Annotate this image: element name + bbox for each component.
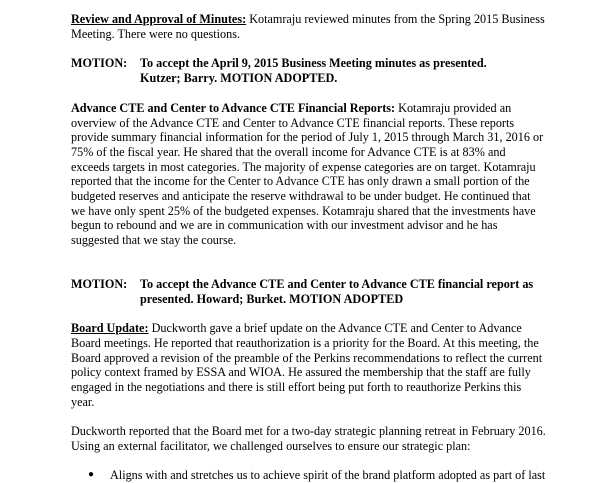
minutes-heading: Review and Approval of Minutes:	[71, 12, 247, 26]
motion-1	[71, 56, 560, 85]
board-update-section	[71, 321, 560, 409]
board-text-line: year.	[71, 394, 95, 409]
retreat-text-line: Using an external facilitator, we challenged ourselves to ensure our strategic plan:	[71, 439, 471, 454]
board-text-line: Board approved a revision of the preamble of the Perkins recommendations to reflect the current	[71, 350, 543, 365]
financial-text-line: Kotamraju provided an	[395, 100, 512, 115]
board-text-line: policy context framed by ESSA and WIOA. He assured the membership that the staff are fully	[71, 365, 531, 380]
motion-2	[71, 277, 560, 306]
motion-text-line: presented. Howard; Burket. MOTION ADOPTED	[140, 291, 404, 306]
financial-text-line: suggested that we stay the course.	[71, 233, 237, 248]
financial-text-line: we have only spent 25% of the budgeted expenses. Kotamraju shared that the investments have	[71, 203, 536, 218]
minutes-text-line: Kotamraju reviewed minutes from the Spring 2015 Business	[246, 12, 545, 26]
motion-label: MOTION:	[71, 276, 128, 291]
retreat-text-line: Duckworth reported that the Board met for a two-day strategic planning retreat in February 2016.	[71, 424, 546, 439]
board-text-line: Board meetings. He reported that reauthorization is a priority for the Board. At this meeting, the	[71, 335, 539, 350]
motion-text-line: Kutzer; Barry. MOTION ADOPTED.	[140, 71, 338, 86]
minutes-section	[71, 12, 560, 41]
motion-label: MOTION:	[71, 56, 128, 71]
financial-text-line: exceeds targets in most categories. The majority of expense categories are on target. Kotamraju	[71, 159, 536, 174]
board-update-heading: Board Update:	[71, 321, 149, 336]
board-text-line: Duckworth gave a brief update on the Advance CTE and Center to Advance	[148, 321, 522, 336]
financial-text-line: budgeted reserves and anticipate the reserve withdrawal to be under budget. He continued that	[71, 189, 531, 204]
financial-text-line: begun to rebound and we are in communication with our investment advisor and he has	[71, 218, 498, 233]
financial-text-line: overview of the Advance CTE and Center to Advance CTE financial reports. These reports	[71, 115, 515, 130]
bullet-icon: ●	[88, 468, 95, 480]
motion-text-line: To accept the April 9, 2015 Business Meeting minutes as presented.	[140, 56, 487, 71]
minutes-text-line: Meeting. There were no questions.	[71, 26, 241, 41]
motion-text-line: To accept the Advance CTE and Center to Advance CTE financial report as	[140, 276, 534, 291]
bullet-text: Aligns with and stretches us to achieve spirit of the brand platform adopted as part of last	[110, 467, 546, 482]
financial-text-line: 75% of the fiscal year. He shared that the overall income for Advance CTE is at 83% and	[71, 144, 506, 159]
retreat-section	[71, 424, 560, 453]
bullet-item	[71, 468, 560, 483]
financial-text-line: reported that the income for the Center to Advance CTE has only drawn a small portion of the	[71, 174, 530, 189]
board-text-line: engaged in the negotiations and there is still effort being put forth to reauthorize Perkins this	[71, 380, 522, 395]
financial-text-line: provide summary financial information for the period of July 1, 2015 through March 31, 2016 or	[71, 130, 544, 145]
financial-section	[71, 101, 560, 248]
financial-heading: Advance CTE and Center to Advance CTE Financial Reports:	[71, 100, 396, 115]
